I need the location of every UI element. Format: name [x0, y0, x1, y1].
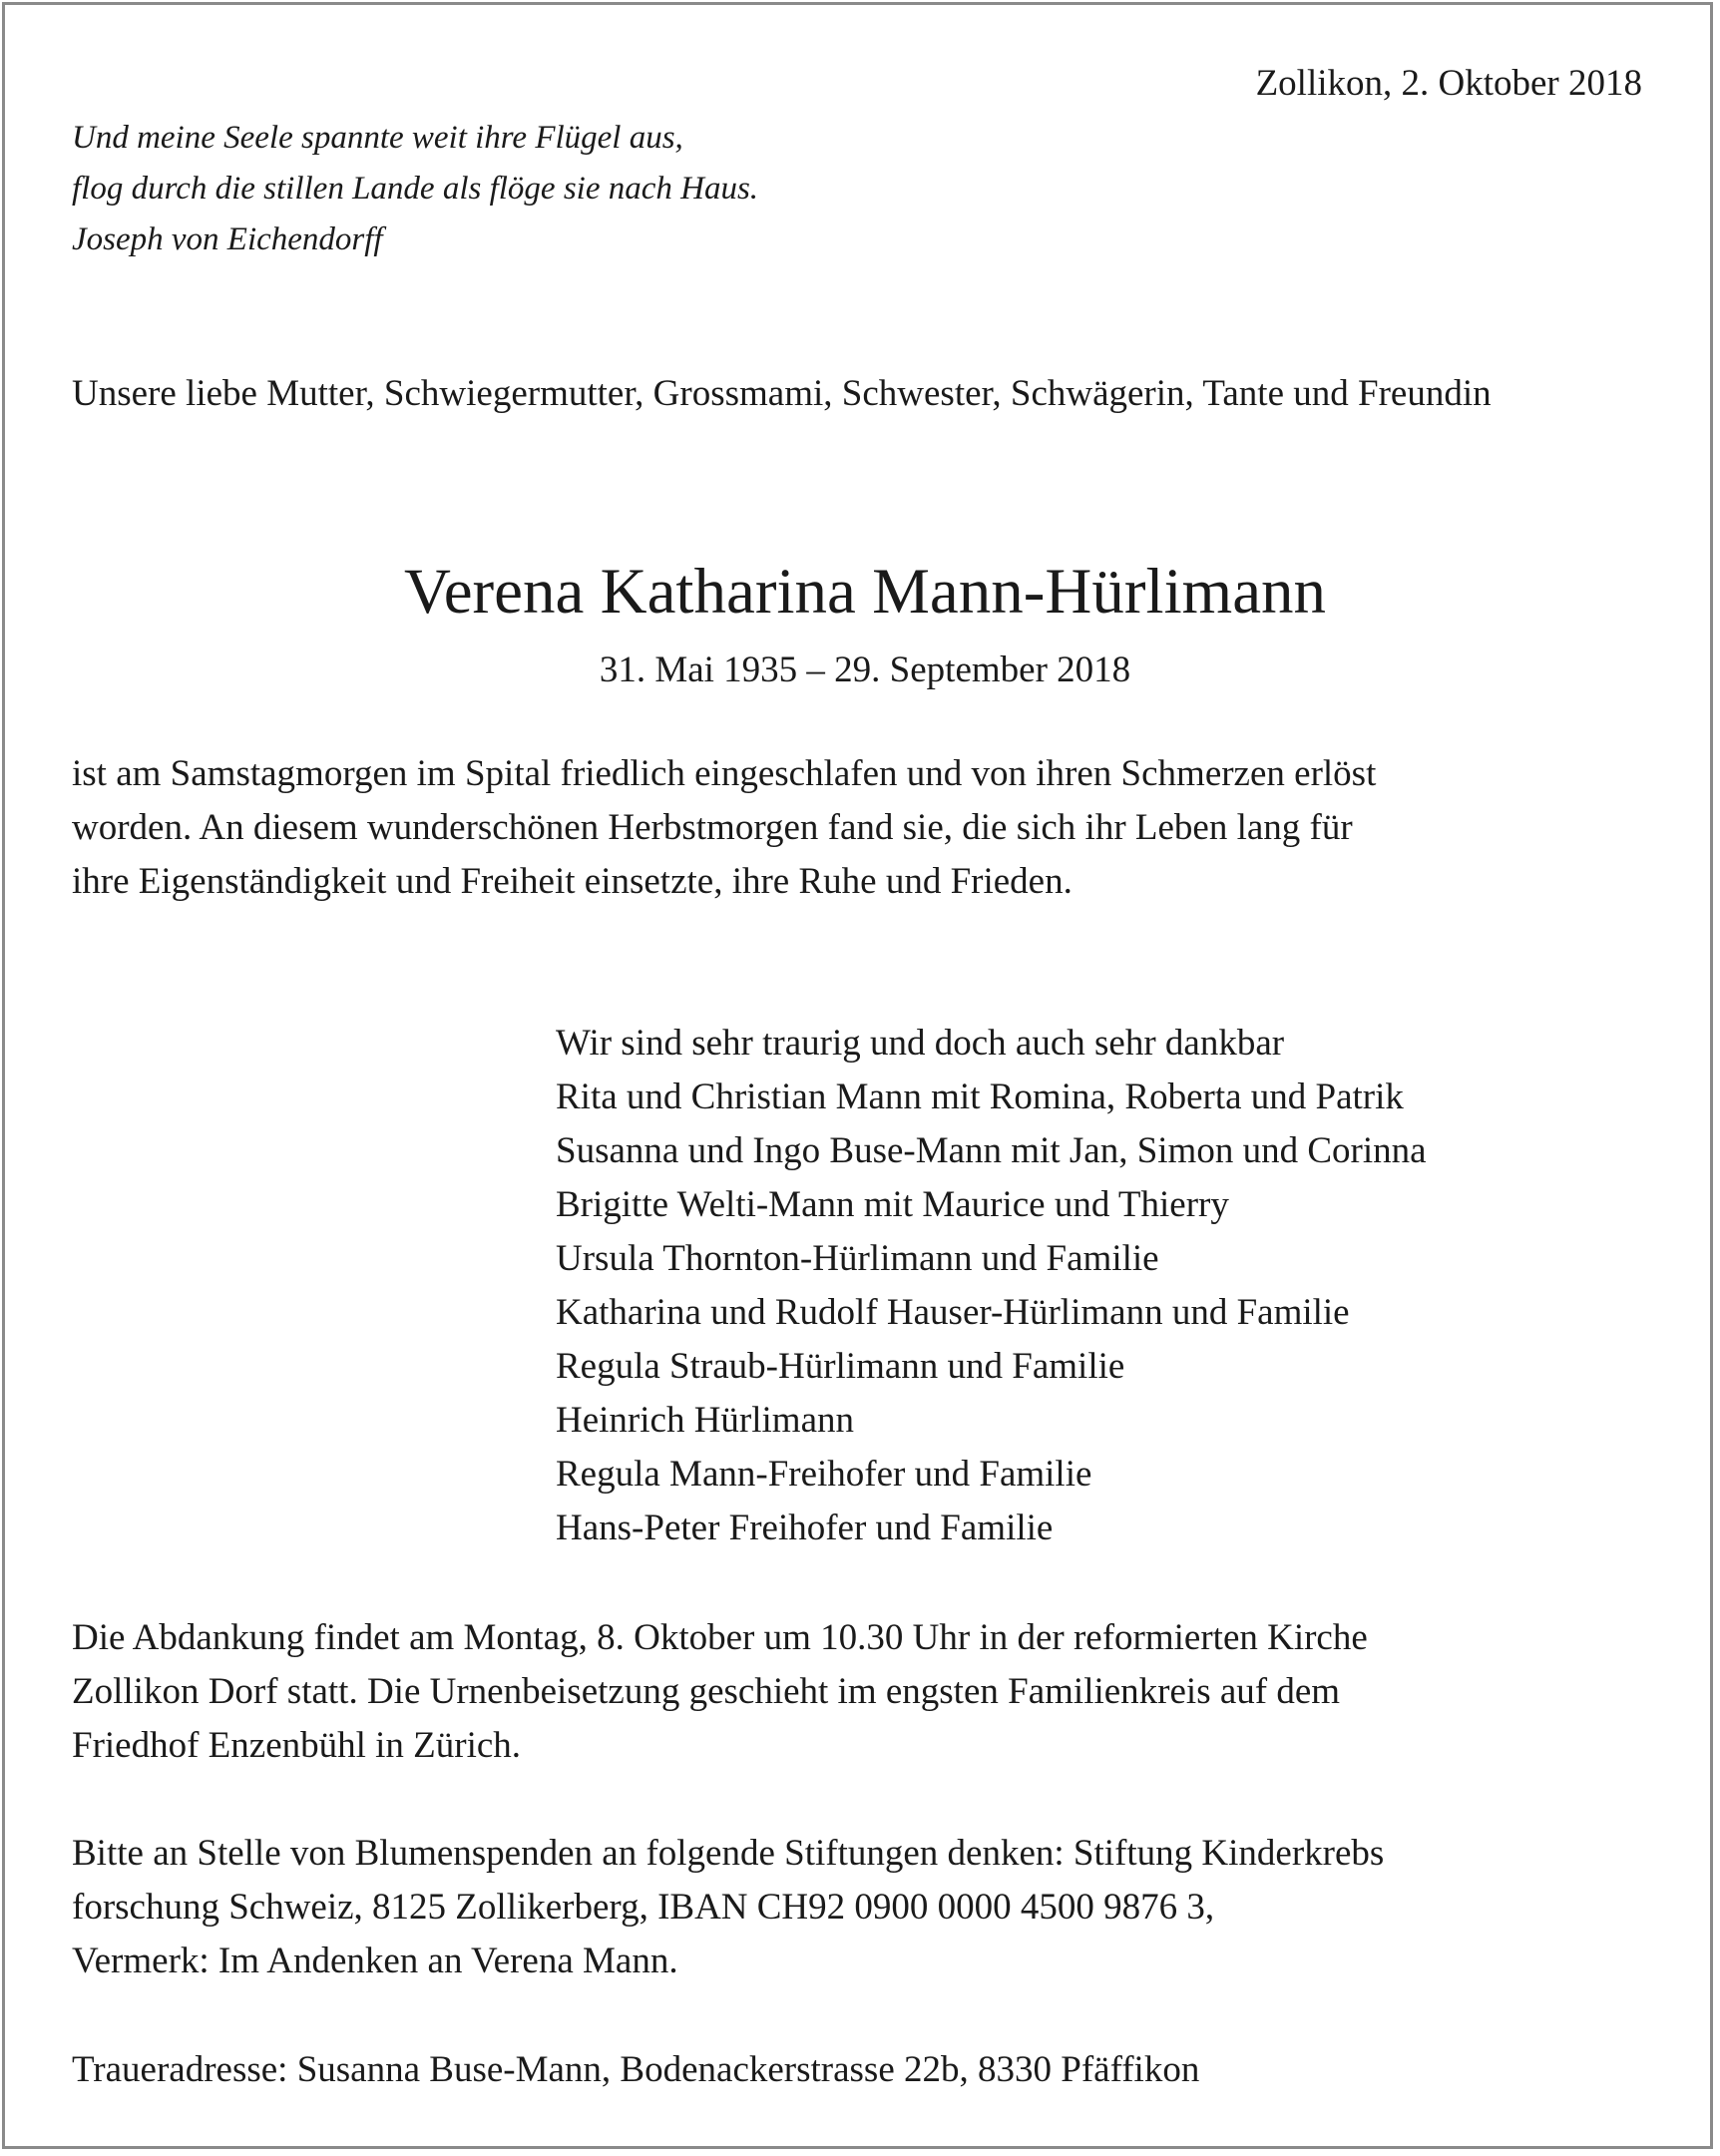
donation-line: Bitte an Stelle von Blumenspenden an folgende Stiftungen denken: Stiftung Kinderkrebs: [72, 1833, 1385, 1874]
mourners-line: Susanna und Ingo Buse-Mann mit Jan, Simon und Corinna: [556, 1130, 1427, 1171]
ceremony-line: Zollikon Dorf statt. Die Urnenbeisetzung geschieht im engsten Familienkreis auf dem: [72, 1671, 1341, 1712]
motto-quote: [72, 113, 758, 265]
place-date: Zollikon, 2. Oktober 2018: [1255, 63, 1642, 104]
donation-line: forschung Schweiz, 8125 Zollikerberg, IBAN CH92 0900 0000 4500 9876 3,: [72, 1887, 1215, 1928]
mourners-line: Hans-Peter Freihofer und Familie: [556, 1508, 1054, 1548]
announcement-line: worden. An diesem wunderschönen Herbstmorgen fand sie, die sich ihr Leben lang für: [72, 807, 1353, 848]
mourners-list: [556, 1017, 1427, 1555]
ceremony-text: [72, 1611, 1368, 1773]
mourners-line: Regula Straub-Hürlimann und Familie: [556, 1346, 1125, 1387]
life-dates: 31. Mai 1935 – 29. September 2018: [599, 649, 1131, 690]
donation-text: [72, 1827, 1384, 1988]
motto-author: Joseph von Eichendorff: [72, 221, 383, 257]
ceremony-line: Friedhof Enzenbühl in Zürich.: [72, 1725, 522, 1766]
mourners-line: Katharina und Rudolf Hauser-Hürlimann und Familie: [556, 1292, 1350, 1333]
mourning-address: Traueradresse: Susanna Buse-Mann, Bodenackerstrasse 22b, 8330 Pfäffikon: [72, 2049, 1200, 2090]
notice-frame: [2, 2, 1713, 2149]
announcement-text: [72, 747, 1668, 909]
deceased-name: Verena Katharina Mann-Hürlimann: [403, 556, 1327, 628]
announcement-line: ihre Eigenständigkeit und Freiheit einsetzte, ihre Ruhe und Frieden.: [72, 861, 1073, 902]
mourners-line: Wir sind sehr traurig und doch auch sehr dankbar: [556, 1023, 1285, 1064]
mourners-line: Regula Mann-Freihofer und Familie: [556, 1454, 1092, 1495]
donation-line: Vermerk: Im Andenken an Verena Mann.: [72, 1940, 678, 1981]
ceremony-line: Die Abdankung findet am Montag, 8. Oktober um 10.30 Uhr in der reformierten Kirche: [72, 1617, 1368, 1658]
intro-text: Unsere liebe Mutter, Schwiegermutter, Grossmami, Schwester, Schwägerin, Tante und Freundin: [72, 373, 1492, 414]
motto-line: flog durch die stillen Lande als flöge sie nach Haus.: [72, 171, 759, 207]
mourners-line: Heinrich Hürlimann: [556, 1400, 854, 1441]
announcement-line: ist am Samstagmorgen im Spital friedlich eingeschlafen und von ihren Schmerzen erlöst: [72, 753, 1377, 794]
mourners-line: Brigitte Welti-Mann mit Maurice und Thierry: [556, 1184, 1229, 1225]
motto-line: Und meine Seele spannte weit ihre Flügel aus,: [72, 120, 683, 156]
mourners-line: Ursula Thornton-Hürlimann und Familie: [556, 1238, 1159, 1279]
mourners-line: Rita und Christian Mann mit Romina, Roberta und Patrik: [556, 1077, 1404, 1117]
